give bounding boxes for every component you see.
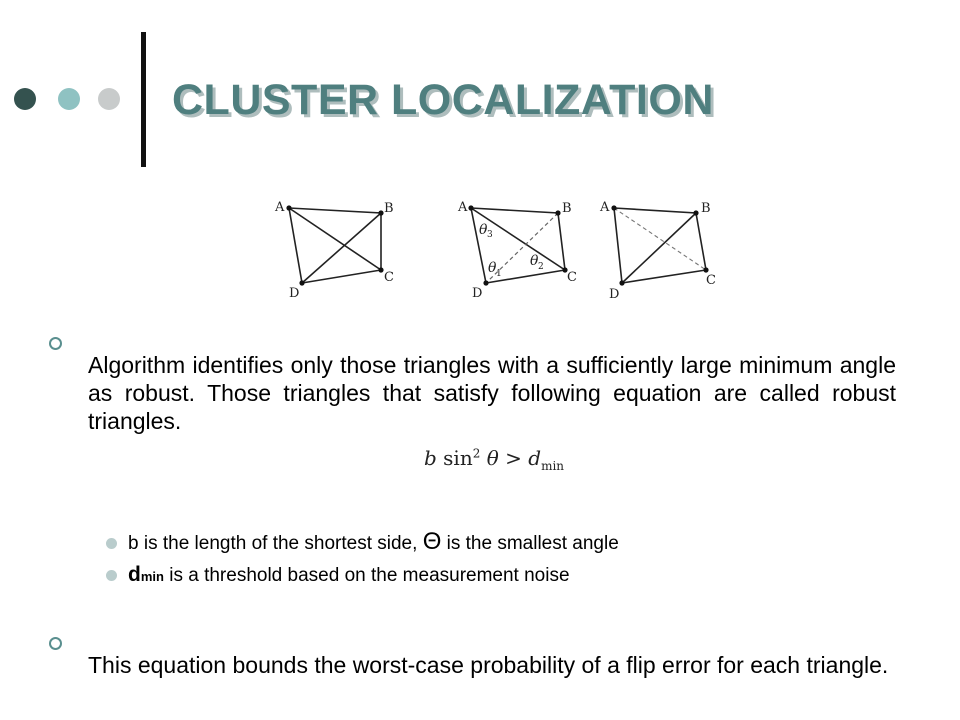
svg-text:3: 3 (487, 230, 493, 240)
fig2-angle-theta-3 (479, 222, 493, 240)
fig1-label-b: B (384, 201, 394, 216)
fig3-quad (614, 208, 706, 283)
figure-2 (457, 200, 577, 301)
equation-d: d (528, 446, 542, 470)
sub-bullet-dot-icon (106, 570, 117, 581)
bullet-ring-icon (49, 637, 62, 650)
svg-text:1: 1 (496, 269, 502, 279)
svg-text:θ: θ (479, 222, 488, 238)
decor-dot-teal (58, 88, 80, 110)
sub-bullet-dmin-threshold (128, 563, 570, 589)
title-divider (141, 32, 146, 167)
bullet-flip-error: This equation bounds the worst-case probability of a flip error for each triangle. (88, 652, 889, 678)
fig3-label-a: A (600, 200, 610, 215)
sub-bullet-2-d: d (128, 563, 141, 586)
sub-bullet-2-min: min (140, 569, 164, 584)
fig2-angle-theta-1 (488, 260, 502, 279)
svg-text:2: 2 (538, 262, 544, 272)
sub-bullet-dot-icon (106, 538, 117, 549)
fig2-label-a: A (458, 200, 468, 215)
equation-b: b (424, 446, 437, 470)
decor-dot-gray (98, 88, 120, 110)
equation-sin: sin (443, 446, 473, 470)
fig1-point-b (378, 210, 383, 215)
fig1-label-a: A (275, 200, 285, 215)
svg-text:θ: θ (530, 253, 539, 269)
slide-title: CLUSTER LOCALIZATION (172, 76, 714, 124)
equation-min: min (541, 459, 565, 473)
fig1-label-d: D (289, 286, 300, 301)
svg-text:θ: θ (488, 260, 497, 276)
fig2-point-a (468, 205, 473, 210)
quadrilateral-diagrams (268, 192, 728, 304)
figure-3 (599, 200, 716, 302)
fig3-label-b: B (701, 201, 711, 216)
fig2-point-d (483, 280, 488, 285)
fig3-label-d: D (609, 287, 620, 302)
fig1-label-c: C (384, 270, 394, 285)
robust-triangle-equation (424, 446, 564, 473)
decor-dot-dark (14, 88, 36, 110)
equation-gt: > (505, 446, 522, 470)
fig2-point-b (555, 210, 560, 215)
fig2-label-c: C (567, 270, 577, 285)
fig3-point-c (703, 267, 708, 272)
sub-bullet-1-text-b: is the smallest angle (441, 533, 619, 554)
fig2-label-d: D (472, 286, 483, 301)
fig1-diagonal-ac (289, 208, 381, 270)
fig1-point-c (378, 267, 383, 272)
sub-bullet-shortest-side (128, 530, 619, 556)
figure-1 (274, 200, 394, 301)
quadrilateral-figures (268, 192, 728, 304)
bullet-robust-triangles: Algorithm identifies only those triangles with a sufficiently large minimum angle as robust. Those triangles that satisfy following equation are called robust triangles. (88, 352, 896, 434)
sub-bullet-1-theta: Θ (422, 528, 442, 555)
fig3-point-b (693, 210, 698, 215)
fig2-label-b: B (562, 201, 572, 216)
fig1-point-d (299, 280, 304, 285)
fig3-point-a (611, 205, 616, 210)
equation-power: 2 (472, 446, 481, 461)
fig3-point-d (619, 280, 624, 285)
sub-bullet-1-text-a: b is the length of the shortest side, (128, 533, 423, 554)
fig1-quad (289, 208, 381, 283)
sub-bullet-2-text: is a threshold based on the measurement noise (163, 565, 570, 586)
fig2-angle-theta-2 (530, 253, 544, 272)
fig3-label-c: C (706, 273, 716, 288)
fig1-point-a (286, 205, 291, 210)
fig2-diagonal-ac (471, 208, 565, 270)
equation-theta: θ (486, 446, 499, 470)
bullet-ring-icon (49, 337, 62, 350)
